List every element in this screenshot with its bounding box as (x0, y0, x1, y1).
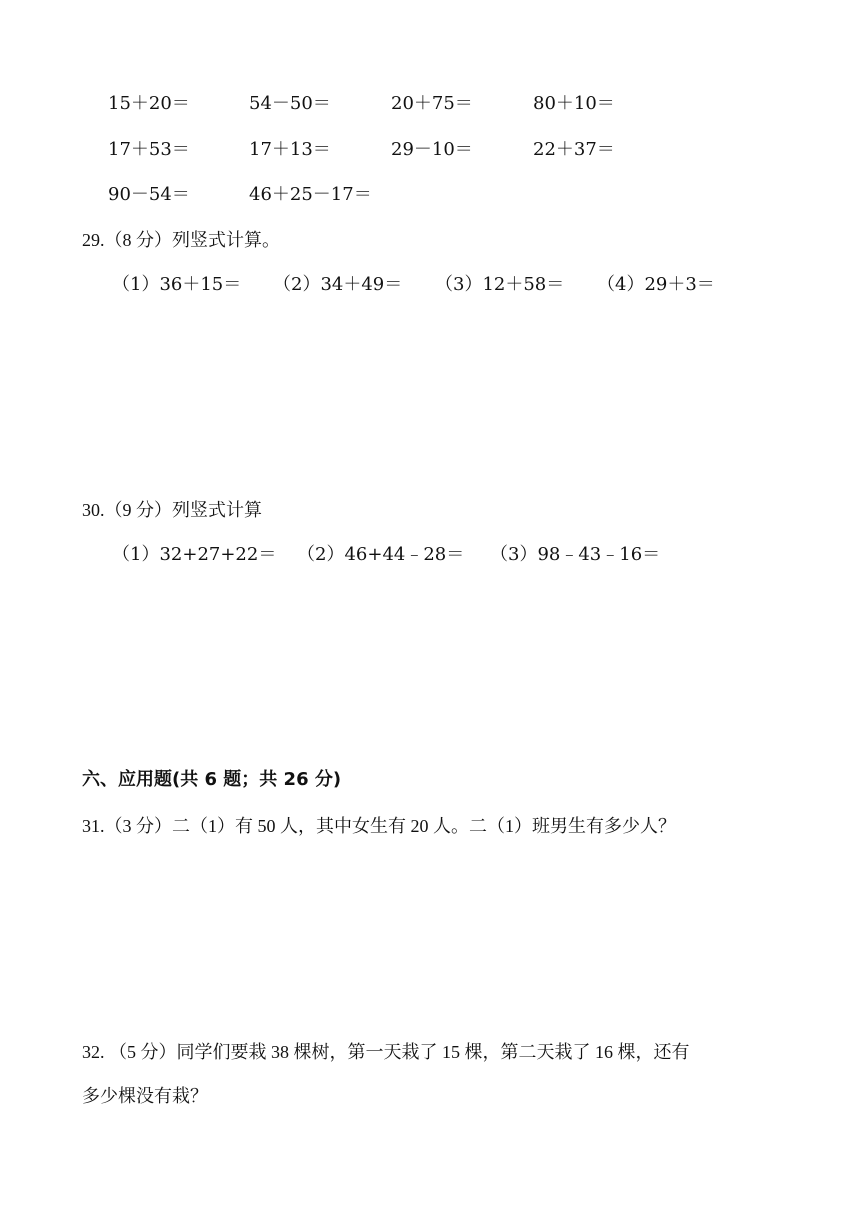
question-29-item-2: （2）34＋49＝ (273, 274, 403, 295)
oral-calc-row-2 (0, 138, 860, 162)
question-30-title: 30.（9 分）列竖式计算 (82, 500, 262, 520)
question-30-item-3: （3）98﹣43﹣16＝ (490, 544, 661, 565)
oral-calc-row-1 (0, 92, 860, 116)
question-30-item-2: （2）46+44﹣28＝ (297, 544, 465, 565)
oral-calc-row-3 (0, 183, 860, 207)
question-29-title: 29.（8 分）列竖式计算。 (82, 230, 280, 250)
oral-calc-item: 17＋13＝ (249, 139, 331, 160)
question-30-item-1: （1）32+27+22＝ (112, 544, 277, 565)
oral-calc-item: 54－50＝ (249, 93, 331, 114)
question-32-line-2: 多少棵没有栽？ (82, 1086, 208, 1106)
section-6-heading: 六、应用题(共 6 题；共 26 分) (82, 769, 342, 790)
question-32-line-1: 32. （5 分）同学们要栽 38 棵树，第一天栽了 15 棵，第二天栽了 16 棵，还有 (82, 1042, 690, 1062)
oral-calc-item: 90－54＝ (108, 184, 190, 205)
oral-calc-item: 15＋20＝ (108, 93, 190, 114)
oral-calc-item: 17＋53＝ (108, 139, 190, 160)
oral-calc-item: 46＋25－17＝ (249, 184, 372, 205)
oral-calc-item: 29－10＝ (391, 139, 473, 160)
question-29-item-4: （4）29＋3＝ (597, 274, 715, 295)
oral-calc-item: 80＋10＝ (533, 93, 615, 114)
oral-calc-item: 22＋37＝ (533, 139, 615, 160)
question-30-items (0, 543, 860, 567)
question-31-text: 31.（3 分）二（1）有 50 人，其中女生有 20 人。二（1）班男生有多少人？ (82, 816, 676, 836)
question-29-item-1: （1）36＋15＝ (112, 274, 242, 295)
oral-calc-item: 20＋75＝ (391, 93, 473, 114)
question-29-item-3: （3）12＋58＝ (435, 274, 565, 295)
question-29-items (0, 273, 860, 297)
